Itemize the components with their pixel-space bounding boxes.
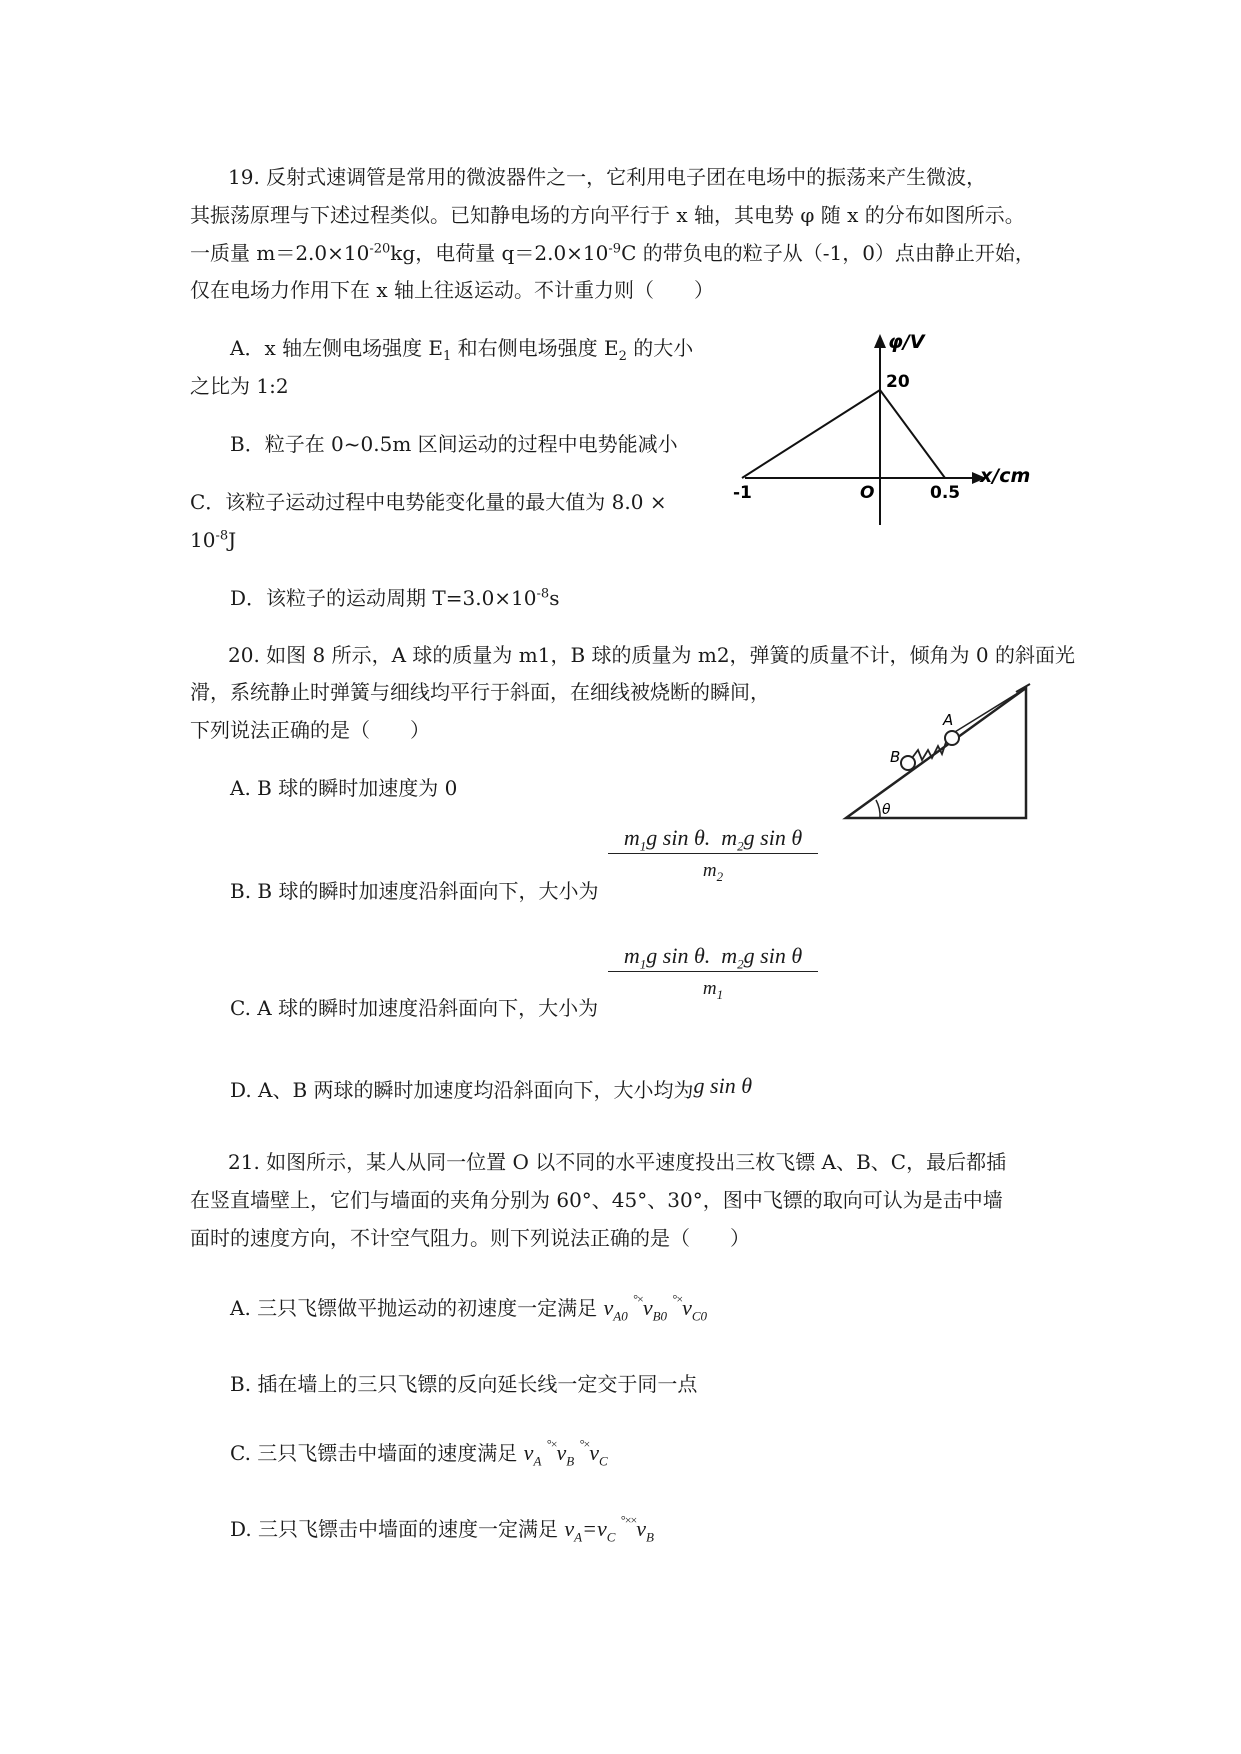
formula-c	[608, 943, 818, 1000]
q21-option-c: C. 三只飞镖击中墙面的速度满足 $v_A$ $^{^\circ\times}v_B$ $^{^\circ\times}v_C$	[230, 1437, 608, 1469]
label-theta: θ	[882, 802, 891, 818]
x-right-label: 0.5	[930, 483, 961, 503]
q20-option-c: C. A 球的瞬时加速度沿斜面向下，大小为	[230, 996, 599, 1020]
formula-c-numerator: $m_1g$ sin θ. $m_2g$ sin θ	[608, 943, 818, 972]
q20-line1: 20. 如图 8 所示，A 球的质量为 m1，B 球的质量为 m2，弹簧的质量不计，倾角为 0 的斜面光	[228, 643, 1075, 667]
q20-line2: 滑，系统静止时弹簧与细线均平行于斜面，在细线被烧断的瞬间，	[190, 680, 770, 704]
q19-option-b: B．粒子在 0~0.5m 区间运动的过程中电势能减小	[230, 432, 678, 456]
q20-option-a: A. B 球的瞬时加速度为 0	[230, 776, 458, 800]
q19-option-a-cont: 之比为 1:2	[190, 374, 289, 398]
q21-line3: 面时的速度方向，不计空气阻力。则下列说法正确的是（ ）	[190, 1226, 750, 1250]
y-axis-arrow	[874, 334, 886, 348]
ball-a	[945, 731, 959, 745]
q20-line3: 下列说法正确的是（ ）	[190, 718, 430, 742]
q19-option-a: A．x 轴左侧电场强度 $E_1$ 和右侧电场强度 $E_2$ 的大小	[230, 336, 694, 364]
theta-arc	[876, 800, 880, 818]
q21-line2: 在竖直墙壁上，它们与墙面的夹角分别为 60°、45°、30°，图中飞镖的取向可认为是击中墙	[190, 1188, 1003, 1212]
label-b: B	[890, 748, 901, 766]
x-left-label: -1	[733, 483, 752, 503]
q20-option-b: B. B 球的瞬时加速度沿斜面向下，大小为	[230, 879, 599, 903]
potential-curve	[742, 390, 945, 478]
potential-graph	[730, 330, 1050, 530]
ball-b	[901, 756, 915, 770]
q21-line1: 21. 如图所示，某人从同一位置 O 以不同的水平速度投出三枚飞镖 A、B、C，最后都插	[228, 1150, 1007, 1174]
origin-label: O	[860, 483, 875, 503]
incline-figure	[840, 680, 1040, 825]
formula-c-denominator: $m_1$	[702, 978, 724, 1002]
q19-line4: 仅在电场力作用下在 x 轴上往返运动。不计重力则（ ）	[190, 278, 714, 302]
formula-d: g sin θ	[693, 1073, 753, 1098]
q21-option-b: B. 插在墙上的三只飞镖的反向延长线一定交于同一点	[230, 1372, 698, 1396]
q19-option-c-cont: $10^{-8}J$	[190, 528, 237, 552]
q21-option-d: D. 三只飞镖击中墙面的速度一定满足 $v_A=v_C$ $^{^\circ\times\times}v_B$	[230, 1513, 654, 1545]
peak-label: 20	[886, 372, 910, 392]
option-c-expression: $v_A$ $^{^\circ\times}v_B$ $^{^\circ\times}v_C$	[523, 1437, 608, 1469]
q20-option-d: D. A、B 两球的瞬时加速度均沿斜面向下，大小均为g sin θ	[230, 1073, 753, 1102]
q19-line2: 其振荡原理与下述过程类似。已知静电场的方向平行于 x 轴，其电势 φ 随 x 的分布如图所示。	[190, 203, 1025, 227]
q19-line1: 19. 反射式速调管是常用的微波器件之一，它利用电子团在电场中的振荡来产生微波，	[228, 165, 987, 189]
q19-line3: 一质量 $m=2.0\times 10^{-20}kg$，电荷量 $q=2.0\times 10^{-9}C$ 的带负电的粒子从（-1，0）点由静止开始，	[190, 241, 1035, 265]
y-axis-label: φ/V	[888, 331, 925, 353]
thread	[950, 688, 1026, 735]
q19-option-c: C．该粒子运动过程中电势能变化量的最大值为 8.0 ×	[190, 490, 667, 514]
option-d-expression: $v_A=v_C$ $^{^\circ\times\times}v_B$	[564, 1513, 654, 1545]
formula-b-numerator: $m_1g$ sin θ. $m_2g$ sin θ	[608, 825, 818, 854]
label-a: A	[943, 711, 954, 729]
formula-b	[608, 825, 818, 882]
q19-option-d: D．该粒子的运动周期 $T=3.0\times 10^{-8}s$	[230, 586, 560, 610]
formula-b-denominator: $m_2$	[702, 860, 724, 884]
option-a-expression: $v_{A0}$ $^{^\circ\times}v_{B0}$ $^{^\circ\times}v_{C0}$	[603, 1292, 708, 1324]
x-axis-label: x/cm	[980, 465, 1031, 487]
incline-triangle	[846, 688, 1026, 818]
q21-option-a: A. 三只飞镖做平抛运动的初速度一定满足 $v_{A0}$ $^{^\circ\times}v_{B0}$ $^{^\circ\times}v_{C0}$	[230, 1292, 708, 1324]
